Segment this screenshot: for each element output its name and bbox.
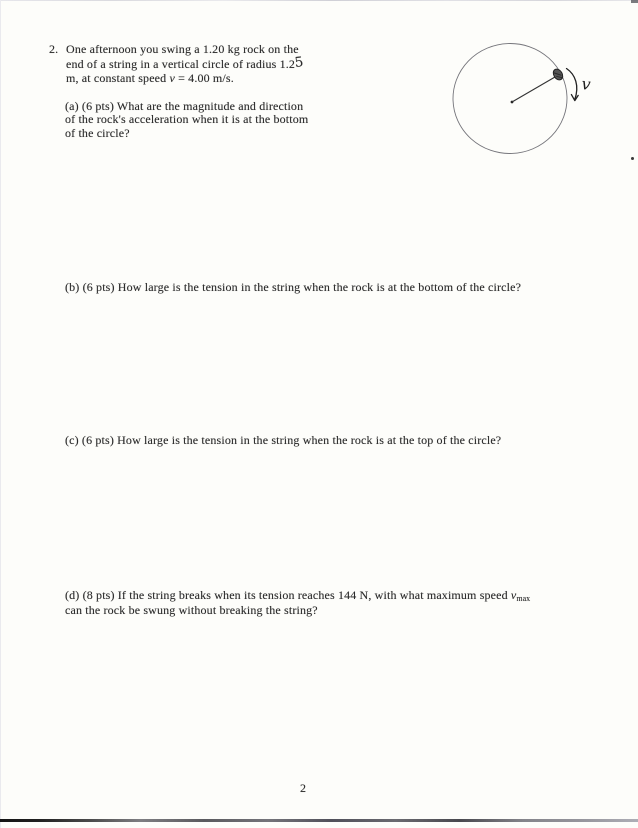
scan-corner-speck — [631, 0, 638, 3]
part-d-line2: can the rock be swung without breaking the string? — [65, 602, 318, 617]
intro-line3-value: = 4.00 m/s. — [174, 71, 234, 85]
scan-edge-bottom — [0, 819, 638, 822]
problem-number: 2. — [49, 42, 59, 56]
intro-line3-text: m, at constant speed — [66, 71, 170, 85]
scan-edge-top — [0, 0, 638, 1]
problem-intro-line2 — [66, 53, 305, 72]
handwritten-radius-digit: 5 — [293, 53, 305, 71]
page-number: 2 — [300, 781, 306, 795]
velocity-variable: v — [169, 71, 175, 85]
part-b-line1: (b) (6 pts) How large is the tension in the string when the rock is at the bottom of the circle? — [65, 279, 522, 294]
vmax-variable: v — [510, 588, 517, 602]
part-c-line1: (c) (6 pts) How large is the tension in the string when the rock is at the top of the circle? — [65, 432, 502, 447]
part-a-line2: of the rock's acceleration when it is at the bottom — [65, 112, 309, 126]
problem-intro-line1: One afternoon you swing a 1.20 kg rock on the — [66, 42, 299, 56]
circle-path — [451, 42, 569, 156]
string-line — [512, 77, 555, 102]
velocity-label: v — [580, 74, 592, 94]
rock-icon — [551, 67, 564, 81]
part-a-line1: (a) (6 pts) What are the magnitude and direction — [65, 98, 304, 113]
vertical-circle-diagram — [443, 32, 638, 172]
intro-line2-text: end of a string in a vertical circle of radius 1.2 — [66, 56, 296, 71]
part-d-line1-text: (d) (8 pts) If the string breaks when its tension reaches 144 N, with what maximum speed — [65, 588, 511, 602]
vmax-subscript: max — [516, 594, 531, 603]
part-a-line3: of the circle? — [65, 125, 130, 140]
problem-intro-line3 — [66, 72, 234, 86]
scan-edge-left — [0, 0, 1, 828]
